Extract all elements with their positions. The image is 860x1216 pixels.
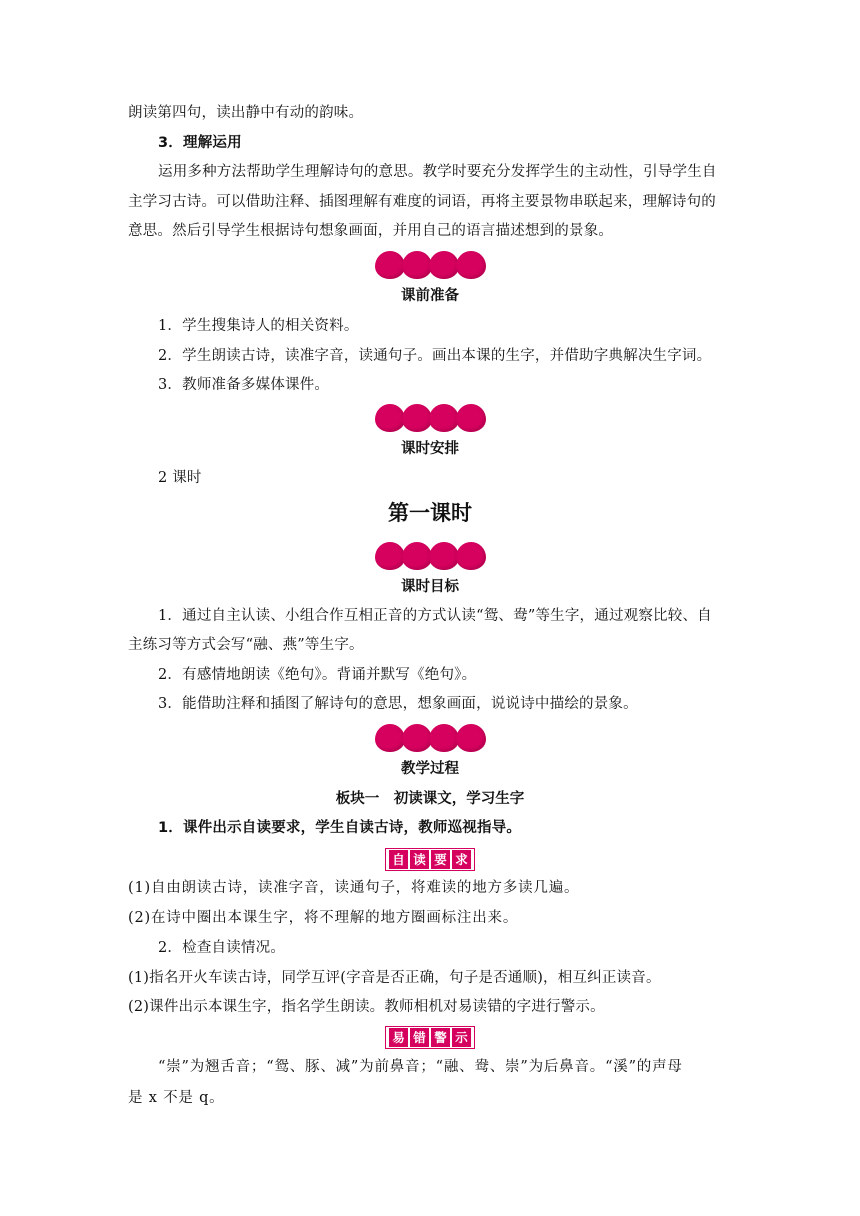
schedule-value: 2 课时 <box>158 470 202 486</box>
ornament-petal <box>402 542 432 570</box>
section-ornament <box>0 542 860 570</box>
requirement-item: (1)自由朗读古诗，读准字音，读通句子，将难读的地方多读几遍。 <box>128 880 580 896</box>
list-item: 1．通过自主认读、小组合作互相正音的方式认读“鸳、鸯”等生字，通过观察比较、自 <box>158 608 712 624</box>
paragraph-line: 主学习古诗。可以借助注释、插图理解有难度的词语，再将主要景物串联起来，理解诗句的 <box>128 194 716 210</box>
section-title-prep: 课前准备 <box>401 288 459 304</box>
ornament-petal <box>375 542 405 570</box>
warning-text: “崇”为翘舌音；“鸳、豚、减”为前鼻音；“融、鸯、崇”为后鼻音。“溪”的声母 <box>158 1059 683 1075</box>
ornament-petal <box>375 724 405 752</box>
check-item: (1)指名开火车读古诗，同学互评(字音是否正确，句子是否通顺)，相互纠正读音。 <box>128 970 661 986</box>
ornament-petal <box>429 404 459 432</box>
section-title-goals: 课时目标 <box>401 579 459 595</box>
section-ornament <box>0 724 860 752</box>
requirement-item: (2)在诗中圈出本课生字，将不理解的地方圈画标注出来。 <box>128 910 519 926</box>
list-item: 3．能借助注释和插图了解诗句的意思，想象画面，说说诗中描绘的景象。 <box>158 696 638 712</box>
warning-text-continued: 是 x 不是 q。 <box>128 1090 225 1106</box>
list-item: 1．学生搜集诗人的相关资料。 <box>158 318 359 334</box>
ornament-petal <box>456 724 486 752</box>
badge-error-warning <box>0 1026 860 1049</box>
paragraph-line: 运用多种方法帮助学生理解诗句的意思。教学时要充分发挥学生的主动性，引导学生自 <box>158 164 717 180</box>
block-heading: 板块一 初读课文，学习生字 <box>335 791 525 807</box>
list-item-continued: 主练习等方式会写“融、燕”等生字。 <box>128 637 364 653</box>
badge-frame <box>385 1026 475 1049</box>
badge-char: 示 <box>452 1028 471 1047</box>
subheading: 3．理解运用 <box>158 135 242 151</box>
ornament-petal <box>402 251 432 279</box>
paragraph-line: 意思。然后引导学生根据诗句想象画面，并用自己的语言描述想到的景象。 <box>128 223 614 239</box>
badge-self-read-requirements <box>0 848 860 871</box>
section-ornament <box>0 404 860 432</box>
section-title-schedule: 课时安排 <box>401 441 459 457</box>
badge-char: 要 <box>431 850 450 869</box>
step-heading: 2．检查自读情况。 <box>158 940 286 956</box>
ornament-petal <box>375 251 405 279</box>
badge-char: 错 <box>410 1028 429 1047</box>
ornament-petal <box>429 542 459 570</box>
paragraph-line: 朗读第四句，读出静中有动的韵味。 <box>128 105 364 121</box>
badge-char: 易 <box>389 1028 408 1047</box>
ornament-petal <box>375 404 405 432</box>
ornament-petal <box>429 724 459 752</box>
ornament-petal <box>456 404 486 432</box>
lesson-title: 第一课时 <box>388 501 472 525</box>
badge-frame <box>385 848 475 871</box>
badge-char: 读 <box>410 850 429 869</box>
list-item: 2．学生朗读古诗，读准字音，读通句子。画出本课的生字，并借助字典解决生字词。 <box>158 348 712 364</box>
ornament-petal <box>456 542 486 570</box>
list-item: 2．有感情地朗读《绝句》。背诵并默写《绝句》。 <box>158 667 477 683</box>
ornament-petal <box>402 724 432 752</box>
ornament-petal <box>456 251 486 279</box>
badge-char: 自 <box>389 850 408 869</box>
list-item: 3．教师准备多媒体课件。 <box>158 377 330 393</box>
section-ornament <box>0 251 860 279</box>
badge-char: 警 <box>431 1028 450 1047</box>
section-title-process: 教学过程 <box>401 761 459 777</box>
badge-char: 求 <box>452 850 471 869</box>
ornament-petal <box>429 251 459 279</box>
check-item: (2)课件出示本课生字，指名学生朗读。教师相机对易读错的字进行警示。 <box>128 999 605 1015</box>
ornament-petal <box>402 404 432 432</box>
step-heading: 1．课件出示自读要求，学生自读古诗，教师巡视指导。 <box>158 820 522 836</box>
